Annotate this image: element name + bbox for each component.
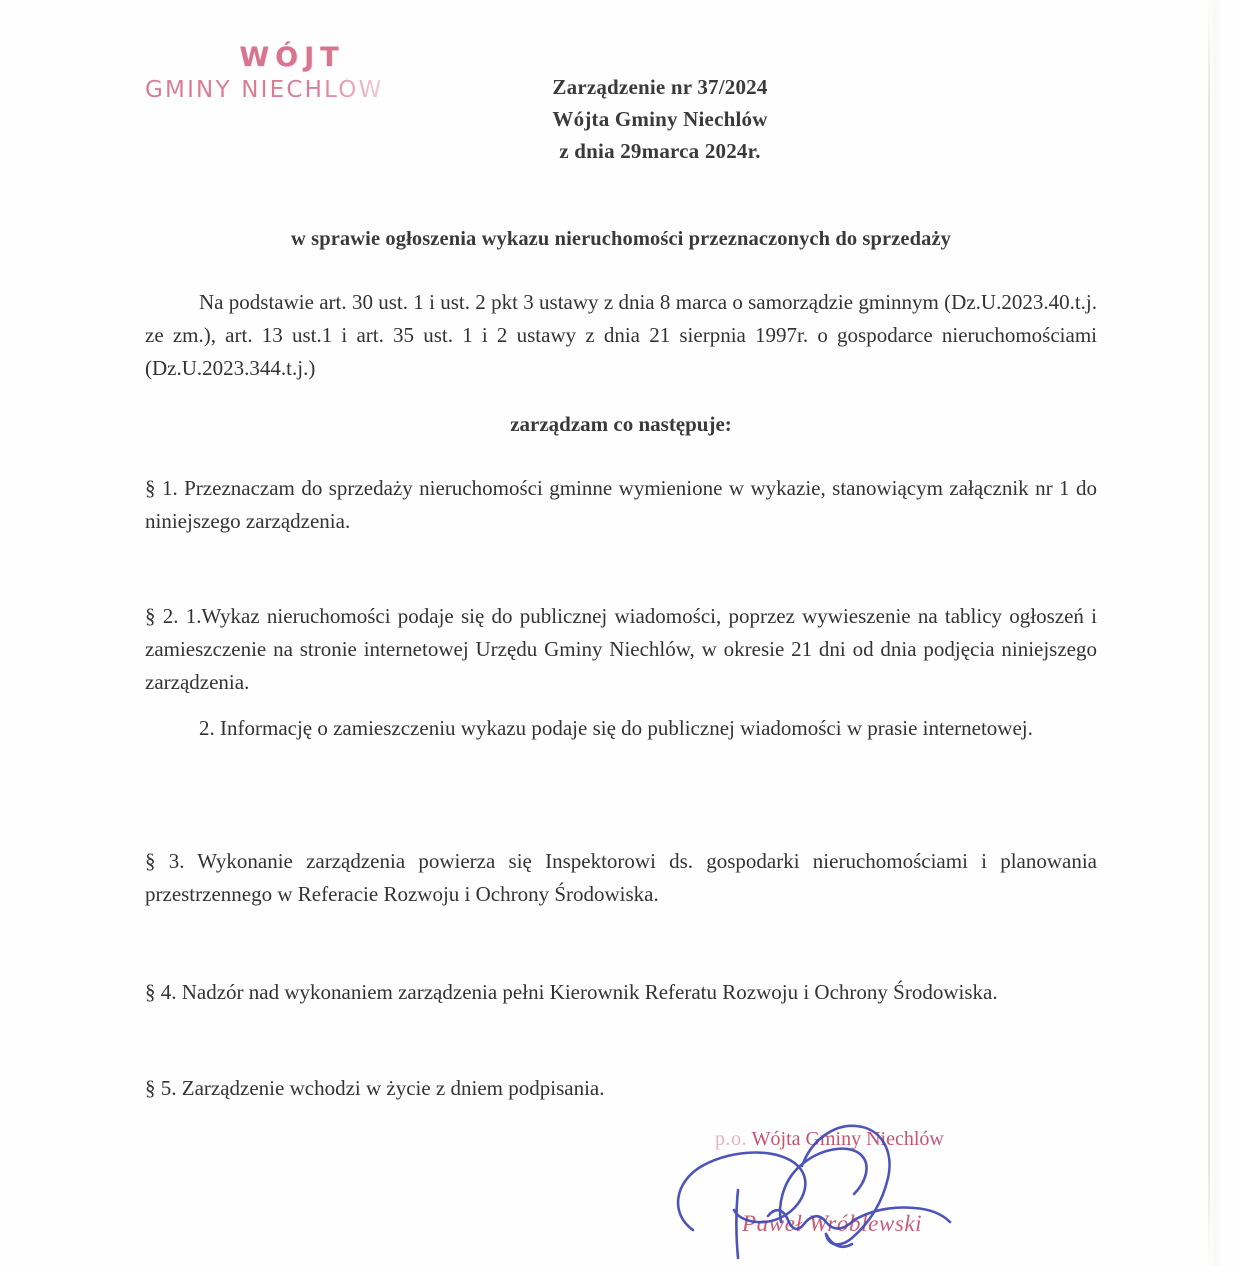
- title-line-2: Wójta Gminy Niechlów: [552, 106, 768, 131]
- signature-role-text: Wójta Gminy Niechlów: [747, 1128, 944, 1150]
- office-stamp: [145, 44, 405, 102]
- paragraph-1: § 1. Przeznaczam do sprzedaży nieruchomości gminne wymienione w wykazie, stanowiącym załącznik nr 1 do niniejszego zarządzenia.: [145, 476, 1097, 534]
- paragraph-5: § 5. Zarządzenie wchodzi w życie z dniem podpisania.: [145, 1076, 605, 1100]
- paragraph-2-item-1: § 2. 1.Wykaz nieruchomości podaje się do publicznej wiadomości, poprzez wywieszenie na tablicy ogłoszeń i zamieszczenie na stronie internetowej Urzędu Gminy Niechlów, w okresie 21 dni od dnia podjęcia niniejszego zarządzenia.: [145, 604, 1097, 695]
- document-title: [470, 72, 850, 168]
- order-heading: zarządzam co następuje:: [510, 412, 732, 436]
- paragraph-2-item-2: 2. Informację o zamieszczeniu wykazu podaje się do publicznej wiadomości w prasie internetowej.: [199, 716, 1033, 740]
- title-line-1: Zarządzenie nr 37/2024: [552, 75, 768, 99]
- scan-edge-shade: [1208, 0, 1222, 1266]
- signature-role-line: [715, 1128, 944, 1151]
- paragraph-4: § 4. Nadzór nad wykonaniem zarządzenia pełni Kierownik Referatu Rozwoju i Ochrony Środowiska.: [145, 980, 998, 1004]
- office-stamp-line1: WÓJT: [239, 42, 345, 73]
- office-stamp-line2: GMINY NIECHLÓW: [145, 78, 405, 102]
- signature-name: Paweł Wróblewski: [742, 1211, 923, 1236]
- legal-basis-paragraph: Na podstawie art. 30 ust. 1 i ust. 2 pkt 3 ustawy z dnia 8 marca o samorządzie gminnym (Dz.U.2023.40.t.j. ze zm.), art. 13 ust.1 i art. 35 ust. 1 i 2 ustawy z dnia 21 sierpnia 1997r. o gospodarce nieruchomościami (Dz.U.2023.344.t.j.): [145, 290, 1097, 381]
- paragraph-3: § 3. Wykonanie zarządzenia powierza się Inspektorowi ds. gospodarki nieruchomościami i planowania przestrzennego w Referacie Rozwoju i Ochrony Środowiska.: [145, 849, 1097, 907]
- title-line-3: z dnia 29marca 2024r.: [559, 138, 761, 163]
- signature-role-prefix: p.o.: [715, 1128, 747, 1150]
- signature-block: [630, 1118, 1100, 1266]
- document-subject: w sprawie ogłoszenia wykazu nieruchomości przeznaczonych do sprzedaży: [291, 228, 951, 250]
